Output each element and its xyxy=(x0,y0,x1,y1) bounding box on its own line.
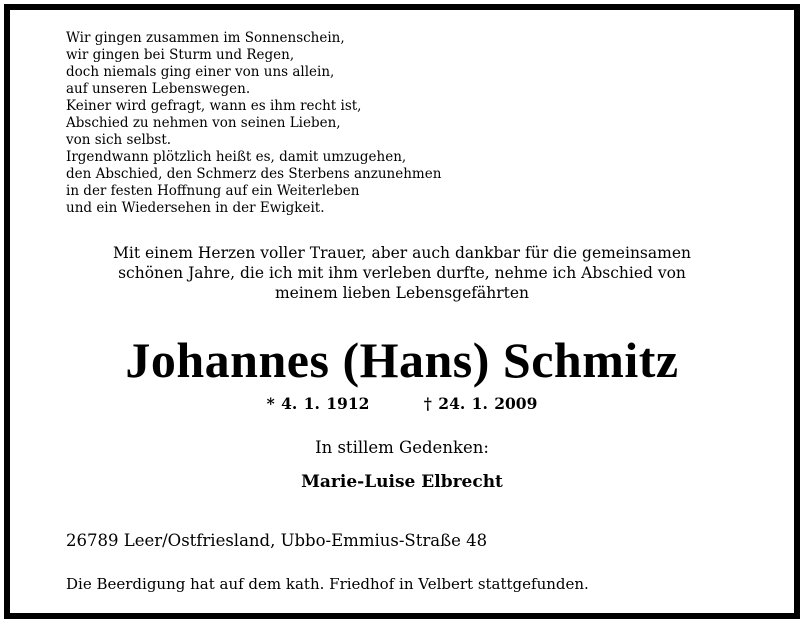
poem-line: Wir gingen zusammen im Sonnenschein, xyxy=(66,30,345,46)
memorial-phrase: In stillem Gedenken: xyxy=(315,438,489,457)
poem-line: den Abschied, den Schmerz des Sterbens anzunehmen xyxy=(66,166,442,182)
mourner-name: Marie-Luise Elbrecht xyxy=(301,472,503,492)
poem-line: Irgendwann plötzlich heißt es, damit umzugehen, xyxy=(66,149,407,165)
poem-line: wir gingen bei Sturm und Regen, xyxy=(66,47,295,63)
poem-line: Abschied zu nehmen von seinen Lieben, xyxy=(66,115,341,131)
funeral-note: Die Beerdigung hat auf dem kath. Friedhof in Velbert stattgefunden. xyxy=(66,575,589,593)
address-line: 26789 Leer/Ostfriesland, Ubbo-Emmius-Straße 48 xyxy=(66,531,488,550)
intro-line: Mit einem Herzen voller Trauer, aber auch dankbar für die gemeinsamen xyxy=(113,244,691,262)
death-date: † 24. 1. 2009 xyxy=(423,394,538,413)
poem-line: auf unseren Lebenswegen. xyxy=(66,81,251,97)
poem-line: Keiner wird gefragt, wann es ihm recht ist, xyxy=(66,98,362,114)
life-dates xyxy=(10,394,794,414)
intro-line: meinem lieben Lebensgefährten xyxy=(274,284,530,302)
obituary-frame xyxy=(4,4,800,619)
poem-line: in der festen Hoffnung auf ein Weiterleben xyxy=(66,183,360,199)
poem-line: von sich selbst. xyxy=(66,132,172,148)
deceased-name: Johannes (Hans) Schmitz xyxy=(125,332,679,388)
poem xyxy=(66,30,441,217)
intro-text xyxy=(10,243,794,303)
poem-line: doch niemals ging einer von uns allein, xyxy=(66,64,335,80)
intro-line: schönen Jahre, die ich mit ihm verleben durfte, nehme ich Abschied von xyxy=(118,264,686,282)
poem-line: und ein Wiedersehen in der Ewigkeit. xyxy=(66,200,325,216)
birth-date: * 4. 1. 1912 xyxy=(266,394,370,413)
